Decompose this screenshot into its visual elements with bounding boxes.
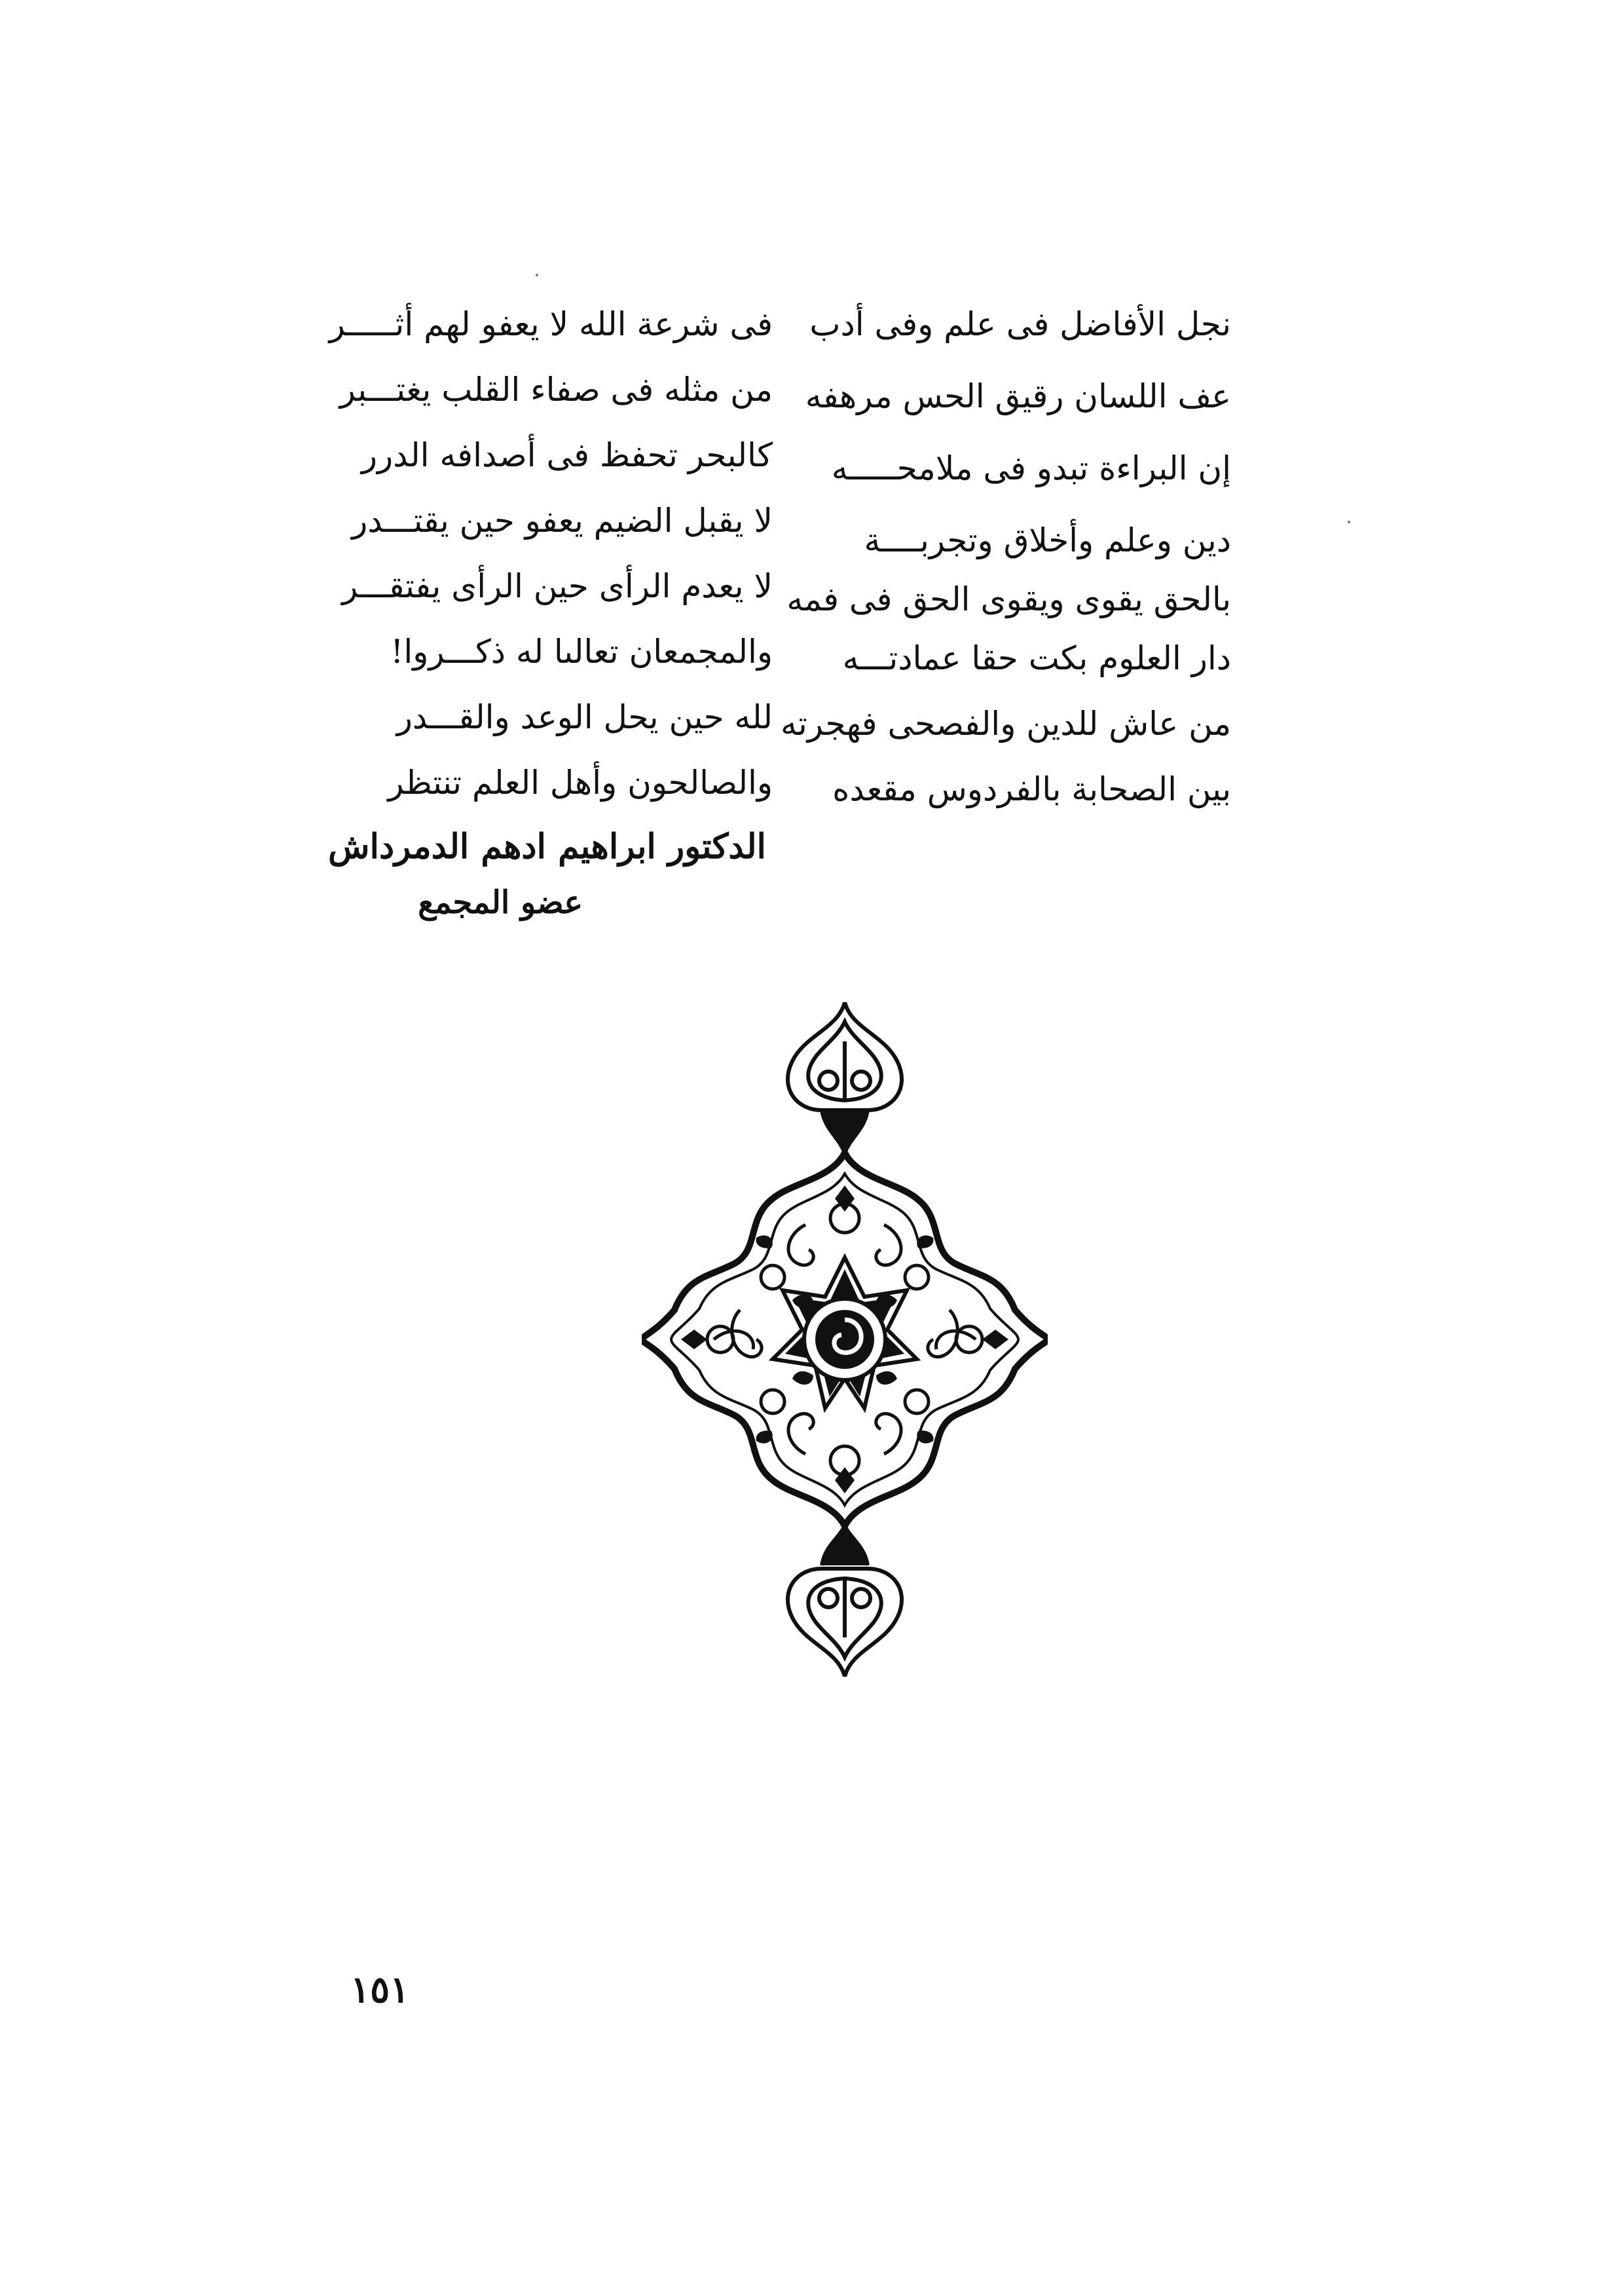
print-speck (1348, 521, 1350, 523)
author-title: عضو المجمع (418, 884, 583, 921)
verse-hemistich: دين وعلم وأخلاق وتجربــــة (864, 521, 1231, 559)
verse-hemistich: عف اللسان رقيق الحس مرهفه (805, 377, 1231, 415)
verse-hemistich: من عاش للدين والفصحى فهجرته (781, 705, 1231, 743)
page-number: ١٥١ (350, 1968, 410, 2011)
verse-hemistich: لا يعدم الرأى حين الرأى يفتقـــر (342, 567, 773, 605)
arabesque-medallion-icon (642, 1002, 1048, 1677)
verse-hemistich: نجل الأفاضل فى علم وفى أدب (809, 305, 1231, 343)
poem-right-column (781, 305, 1231, 825)
verse-hemistich: لله حين يحل الوعد والقـــدر (396, 698, 773, 736)
verse-hemistich: والصالحون وأهل العلم تنتظر (388, 764, 773, 802)
verse-hemistich: كالبحر تحفظ فى أصدافه الدرر (361, 436, 773, 474)
verse-hemistich: فى شرعة الله لا يعفو لهم أثـــــر (329, 305, 773, 343)
print-speck (536, 274, 538, 276)
verse-hemistich: دار العلوم بكت حقا عمادتـــه (842, 639, 1231, 677)
verse-hemistich: من مثله فى صفاء القلب يغتـــبر (339, 371, 773, 409)
verse-hemistich: بالحق يقوى ويقوى الحق فى فمه (786, 580, 1231, 618)
verse-hemistich: لا يقبل الضيم يعفو حين يقتـــدر (352, 502, 773, 540)
verse-hemistich: إن البراءة تبدو فى ملامحـــــه (831, 449, 1231, 487)
author-name: الدكتور ابراهيم ادهم الدمرداش (328, 827, 766, 867)
verse-hemistich: والمجمعان تعالىا له ذكـــروا! (390, 633, 773, 671)
verse-hemistich: بين الصحابة بالفردوس مقعده (832, 770, 1231, 808)
poem-left-column (329, 305, 773, 825)
